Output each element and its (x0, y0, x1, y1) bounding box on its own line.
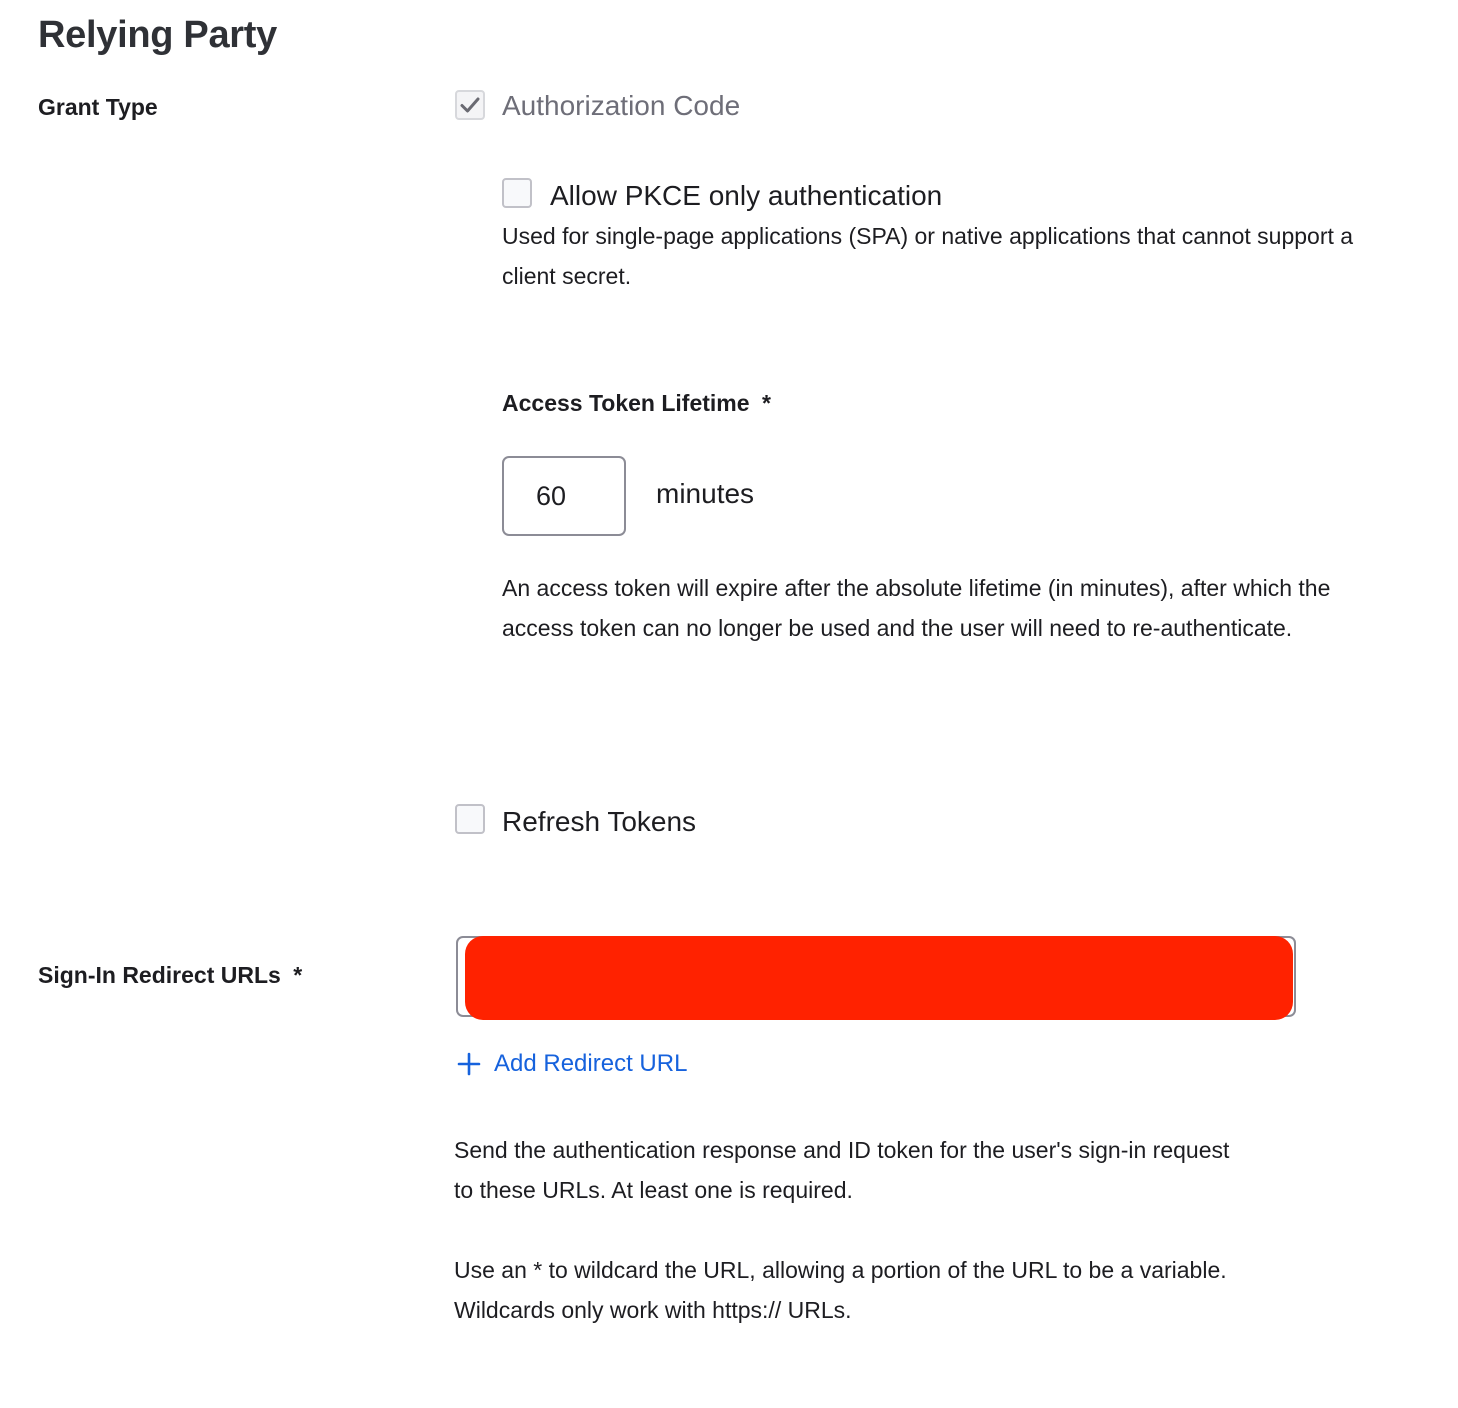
pkce-label: Allow PKCE only authentication (550, 180, 943, 211)
authorization-code-label: Authorization Code (502, 90, 741, 121)
lifetime-unit-label: minutes (656, 478, 755, 509)
check-icon (457, 92, 483, 118)
redacted-url-overlay (465, 936, 1293, 1020)
refresh-tokens-checkbox[interactable] (455, 804, 485, 834)
sign-in-redirect-urls-label-text: Sign-In Redirect URLs (38, 962, 281, 988)
refresh-tokens-label: Refresh Tokens (502, 806, 697, 837)
pkce-checkbox[interactable] (502, 178, 532, 208)
section-title: Relying Party (38, 14, 277, 56)
pkce-help-text: Used for single-page applications (SPA) or native applications that cannot support a client secret. (502, 223, 1354, 289)
grant-type-label: Grant Type (38, 94, 158, 120)
access-token-lifetime-label (502, 390, 771, 417)
access-token-lifetime-input[interactable] (502, 456, 626, 536)
add-redirect-url-label: Add Redirect URL (494, 1050, 688, 1077)
redirect-urls-help-text: Send the authentication response and ID token for the user's sign-in request to these URLs. At least one is required. (454, 1137, 1230, 1203)
required-marker: * (293, 962, 303, 988)
sign-in-redirect-urls-label (38, 962, 302, 989)
authorization-code-checkbox[interactable] (455, 90, 485, 120)
add-redirect-url-button[interactable] (456, 1050, 687, 1078)
access-token-lifetime-help-text: An access token will expire after the absolute lifetime (in minutes), after which the access token can no longer be used and the user will need to re-authenticate. (502, 575, 1331, 641)
access-token-lifetime-label-text: Access Token Lifetime (502, 390, 750, 416)
wildcard-help-text: Use an * to wildcard the URL, allowing a portion of the URL to be a variable. Wildcards only work with https:// URLs. (454, 1257, 1227, 1323)
required-marker: * (761, 390, 771, 416)
plus-icon (456, 1051, 482, 1077)
